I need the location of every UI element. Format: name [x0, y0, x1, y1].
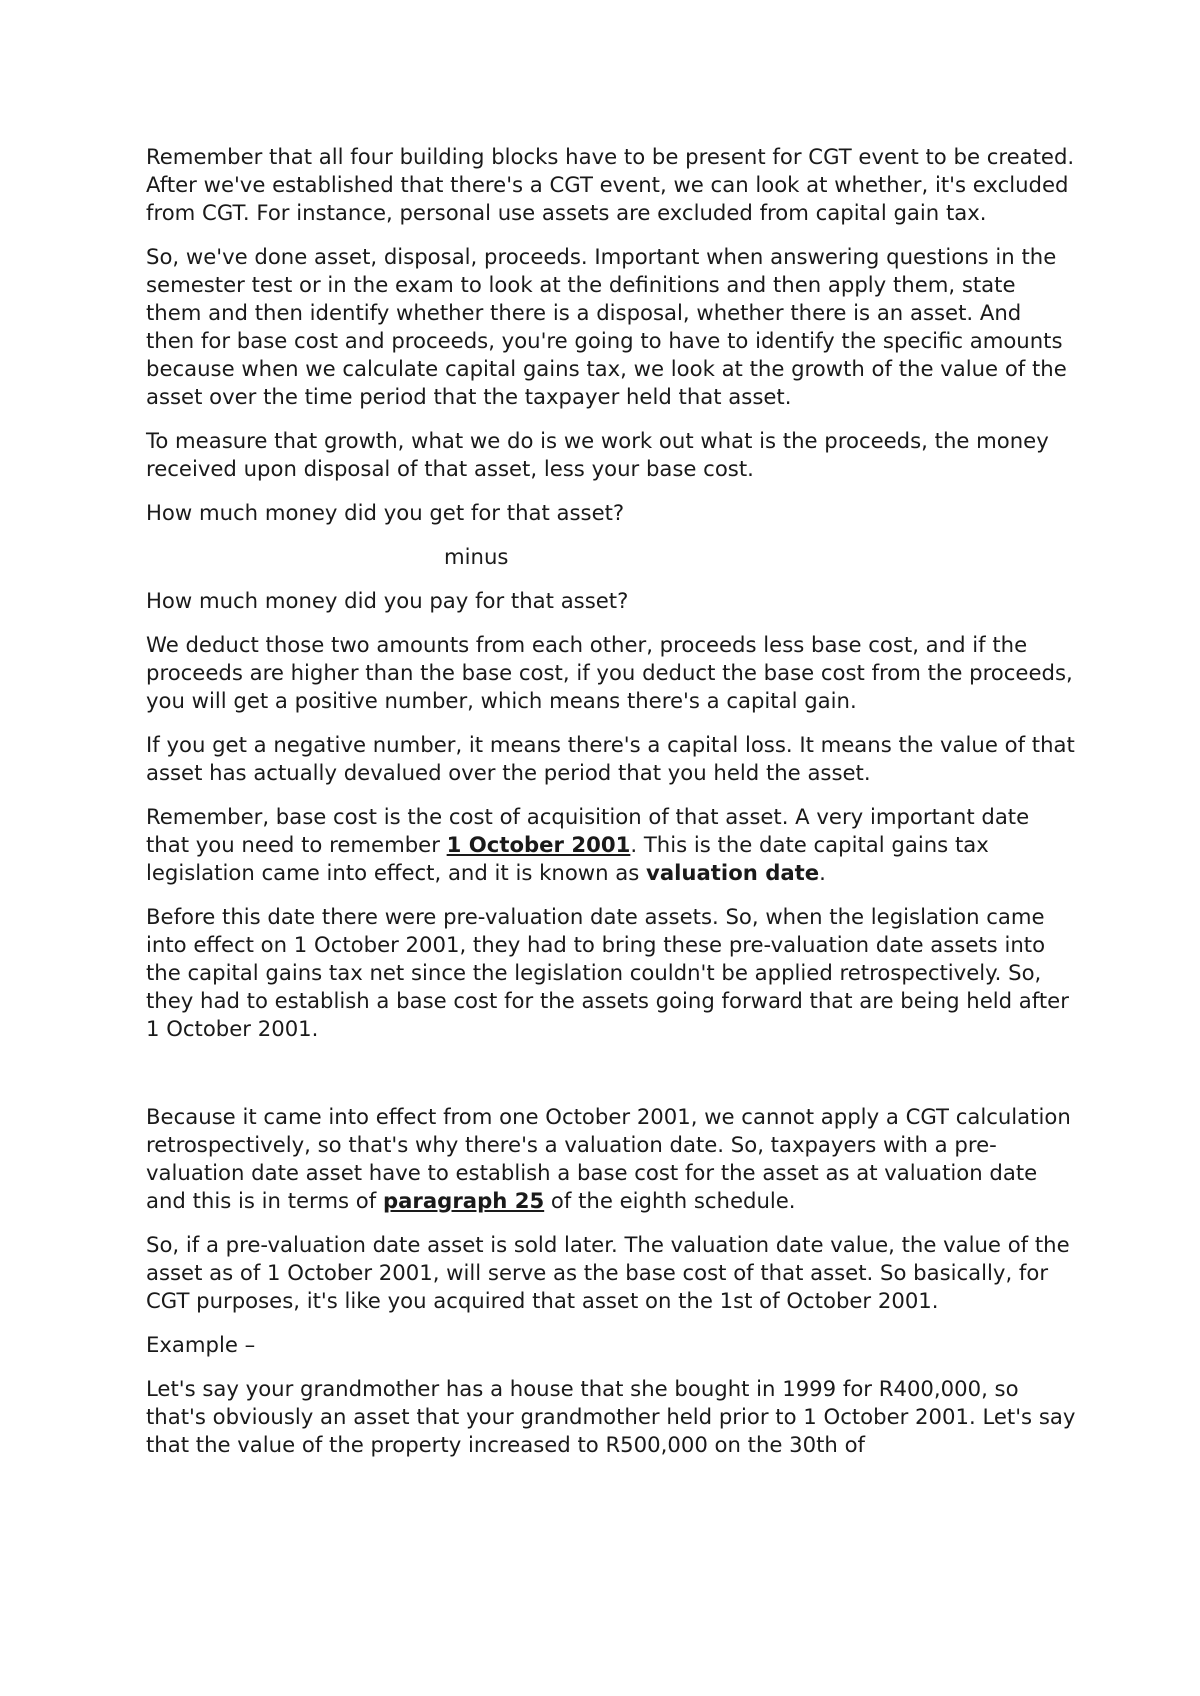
paragraph-retrospective — [146, 1103, 1076, 1215]
valuation-date-end: . — [819, 860, 826, 885]
paragraph-valuation-date — [146, 803, 1076, 887]
paragraph-capital-loss: If you get a negative number, it means there's a capital loss. It means the value of that asset has actually devalued over the period that you held the asset. — [146, 732, 1075, 785]
valuation-date-middle: . This is the date capital gains tax legislation came into effect, and it is known as — [146, 832, 989, 885]
blank-line — [146, 1059, 1076, 1103]
document-body — [146, 143, 1076, 1475]
retrospective-intro: Because it came into effect from one October 2001, we cannot apply a CGT calculation retrospectively, so that's why there's a valuation date. So, taxpayers with a pre-valuation date asset have to establish a base cost for the asset as at valuation date and this is in terms of — [146, 1104, 1071, 1213]
valuation-date-term: valuation date — [646, 860, 820, 885]
example-heading: Example – — [146, 1332, 256, 1357]
valuation-date-intro: Remember, base cost is the cost of acquisition of that asset. A very important date that you need to remember — [146, 804, 1030, 857]
paragraph-asset-disposal-proceeds: So, we've done asset, disposal, proceeds. Important when answering questions in the semester test or in the exam to look at the definitions and then apply them, state them and then identify whether there is a disposal, whether there is an asset. And then for base cost and proceeds, you're going to have to identify the specific amounts because when we calculate capital gains tax, we look at the growth of the value of the asset over the time period that the taxpayer held that asset. — [146, 244, 1067, 409]
question-money-paid: How much money did you pay for that asset? — [146, 588, 629, 613]
paragraph-sold-later: So, if a pre-valuation date asset is sold later. The valuation date value, the value of the asset as of 1 October 2001, will serve as the base cost of that asset. So basically, for CGT purposes, it's like you acquired that asset on the 1st of October 2001. — [146, 1232, 1070, 1313]
paragraph-cgt-building-blocks: Remember that all four building blocks have to be present for CGT event to be created. After we've established that there's a CGT event, we can look at whether, it's excluded from CGT. For instance, personal use assets are excluded from capital gain tax. — [146, 144, 1075, 225]
paragraph-capital-gain: We deduct those two amounts from each other, proceeds less base cost, and if the proceeds are higher than the base cost, if you deduct the base cost from the proceeds, you will get a positive number, which means there's a capital gain. — [146, 632, 1073, 713]
paragraph-reference: paragraph 25 — [382, 1188, 545, 1213]
retrospective-end: of the eighth schedule. — [544, 1188, 796, 1213]
minus-label: minus — [444, 544, 509, 569]
paragraph-pre-valuation-assets: Before this date there were pre-valuation date assets. So, when the legislation came into effect on 1 October 2001, they had to bring these pre-valuation date assets into the capital gains tax net since the legislation couldn't be applied retrospectively. So, they had to establish a base cost for the assets going forward that are being held after 1 October 2001. — [146, 904, 1069, 1041]
key-date-highlight: 1 October 2001 — [446, 832, 631, 857]
paragraph-example-grandmother: Let's say your grandmother has a house that she bought in 1999 for R400,000, so that's obviously an asset that your grandmother held prior to 1 October 2001. Let's say that the value of the property increased to R500,000 on the 30th of — [146, 1376, 1076, 1457]
question-money-received: How much money did you get for that asset? — [146, 500, 625, 525]
paragraph-measure-growth: To measure that growth, what we do is we work out what is the proceeds, the money received upon disposal of that asset, less your base cost. — [146, 428, 1049, 481]
